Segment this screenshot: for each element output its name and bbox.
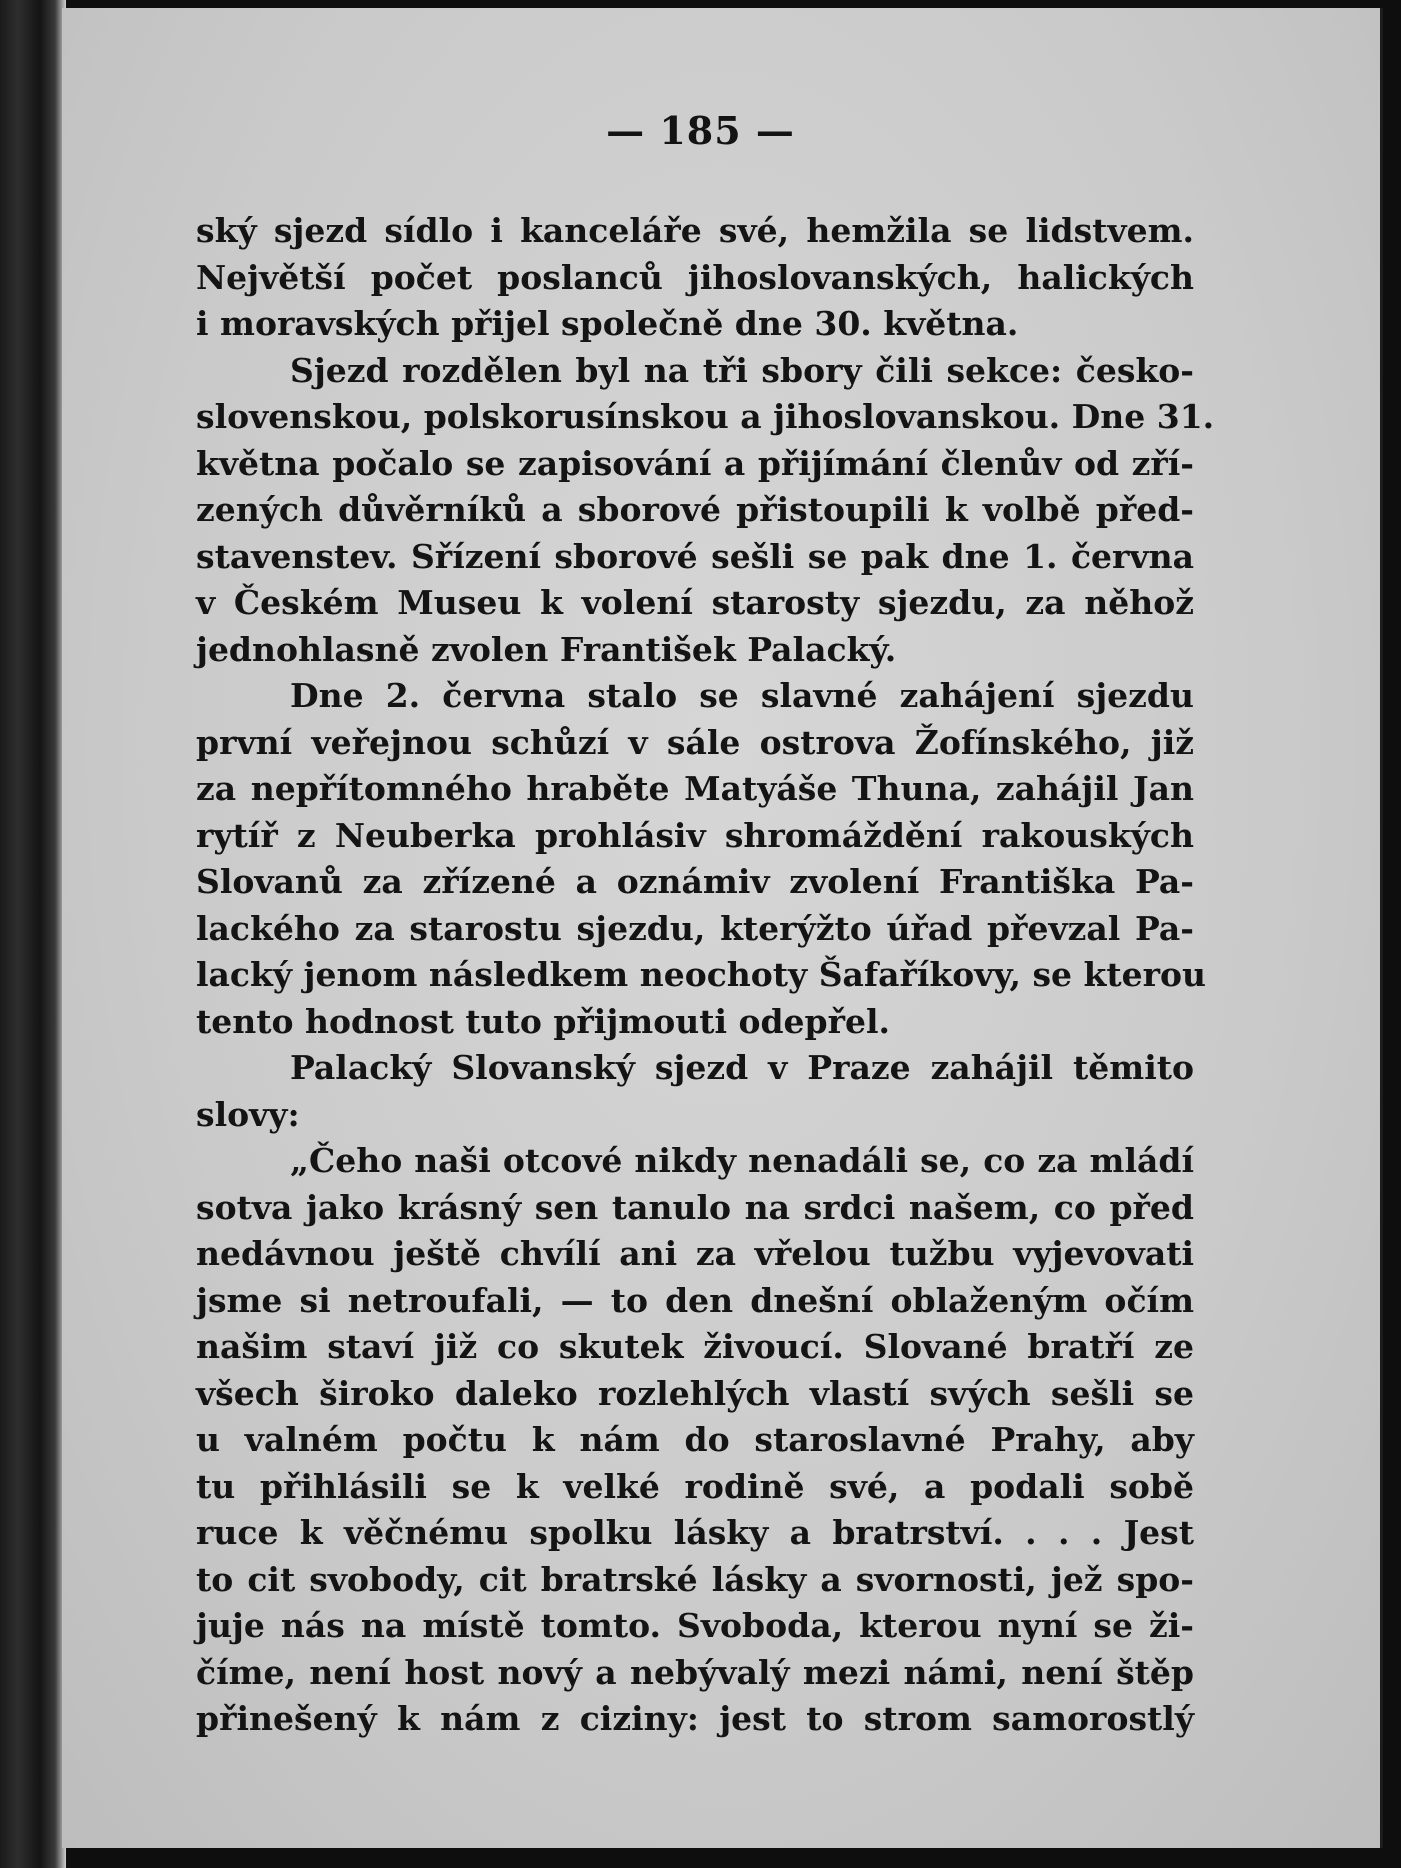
text-line: v Českém Museu k volení starosty sjezdu, za něhož bbox=[196, 583, 1194, 622]
text-line: za nepřítomného hraběte Matyáše Thuna, zahájil Jan bbox=[196, 769, 1194, 808]
text-line: přinešený k nám z ciziny: jest to strom samorostlý bbox=[196, 1699, 1194, 1738]
text-line: Slovanů za zřízené a oznámiv zvolení Františka Pa- bbox=[196, 862, 1194, 901]
text-line: to cit svobody, cit bratrské lásky a svornosti, jež spo- bbox=[196, 1559, 1194, 1599]
text-line: tu přihlásili se k velké rodině své, a podali sobě bbox=[196, 1466, 1194, 1506]
text-line: Největší počet poslanců jihoslovanských, halických bbox=[196, 257, 1194, 297]
text-line: juje nás na místě tomto. Svoboda, kterou nyní se ži- bbox=[196, 1606, 1194, 1645]
text-line: i moravských přijel společně dne 30. května. bbox=[196, 304, 1019, 343]
text-line: lacký jenom následkem neochoty Šafaříkovy, se kterou bbox=[196, 955, 1207, 994]
text-line: našim staví již co skutek živoucí. Slované bratří ze bbox=[196, 1327, 1194, 1366]
text-line: jednohlasně zvolen František Palacký. bbox=[196, 629, 897, 669]
text-line: číme, není host nový a nebývalý mezi námi, není štěp bbox=[196, 1652, 1194, 1692]
text-line: května počalo se zapisování a přijímání členův od zří- bbox=[196, 443, 1194, 483]
text-line: u valném počtu k nám do staroslavné Prahy, aby bbox=[196, 1420, 1194, 1459]
text-line: slovy: bbox=[196, 1094, 300, 1134]
text-line: první veřejnou schůzí v sále ostrova Žofínského, již bbox=[196, 722, 1194, 762]
text-line: sotva jako krásný sen tanulo na srdci našem, co před bbox=[196, 1187, 1194, 1227]
text-line: Sjezd rozdělen byl na tři sbory čili sekce: česko- bbox=[290, 350, 1194, 390]
text-line: Palacký Slovanský sjezd v Praze zahájil těmito bbox=[290, 1048, 1194, 1087]
text-line: slovenskou, polskorusínskou a jihoslovanskou. Dne 31. bbox=[196, 397, 1215, 436]
text-line: „Čeho naši otcové nikdy nenadáli se, co za mládí bbox=[290, 1141, 1194, 1180]
text-line: lackého za starostu sjezdu, kterýžto úřad převzal Pa- bbox=[196, 908, 1194, 948]
page-number: — 185 — bbox=[606, 108, 795, 153]
text-line: tento hodnost tuto přijmouti odepřel. bbox=[196, 1001, 891, 1041]
text-line: zených důvěrníků a sborové přistoupili k volbě před- bbox=[196, 490, 1194, 529]
text-line: všech široko daleko rozlehlých vlastí svých sešli se bbox=[196, 1373, 1194, 1413]
text-line: Dne 2. června stalo se slavné zahájení sjezdu bbox=[290, 676, 1194, 715]
text-line: rytíř z Neuberka prohlásiv shromáždění rakouských bbox=[196, 815, 1194, 855]
text-line: nedávnou ještě chvílí ani za vřelou tužbu vyjevovati bbox=[196, 1234, 1194, 1273]
body-text bbox=[196, 208, 1215, 1743]
text-line: ský sjezd sídlo i kanceláře své, hemžila se lidstvem. bbox=[196, 211, 1194, 250]
text-line: jsme si netroufali, — to den dnešní oblaženým očím bbox=[196, 1280, 1194, 1320]
text-line: ruce k věčnému spolku lásky a bratrství. . . . Jest bbox=[196, 1513, 1194, 1552]
book-binding-edge bbox=[0, 0, 66, 1868]
text-line: stavenstev. Sřízení sborové sešli se pak dne 1. června bbox=[196, 536, 1194, 576]
